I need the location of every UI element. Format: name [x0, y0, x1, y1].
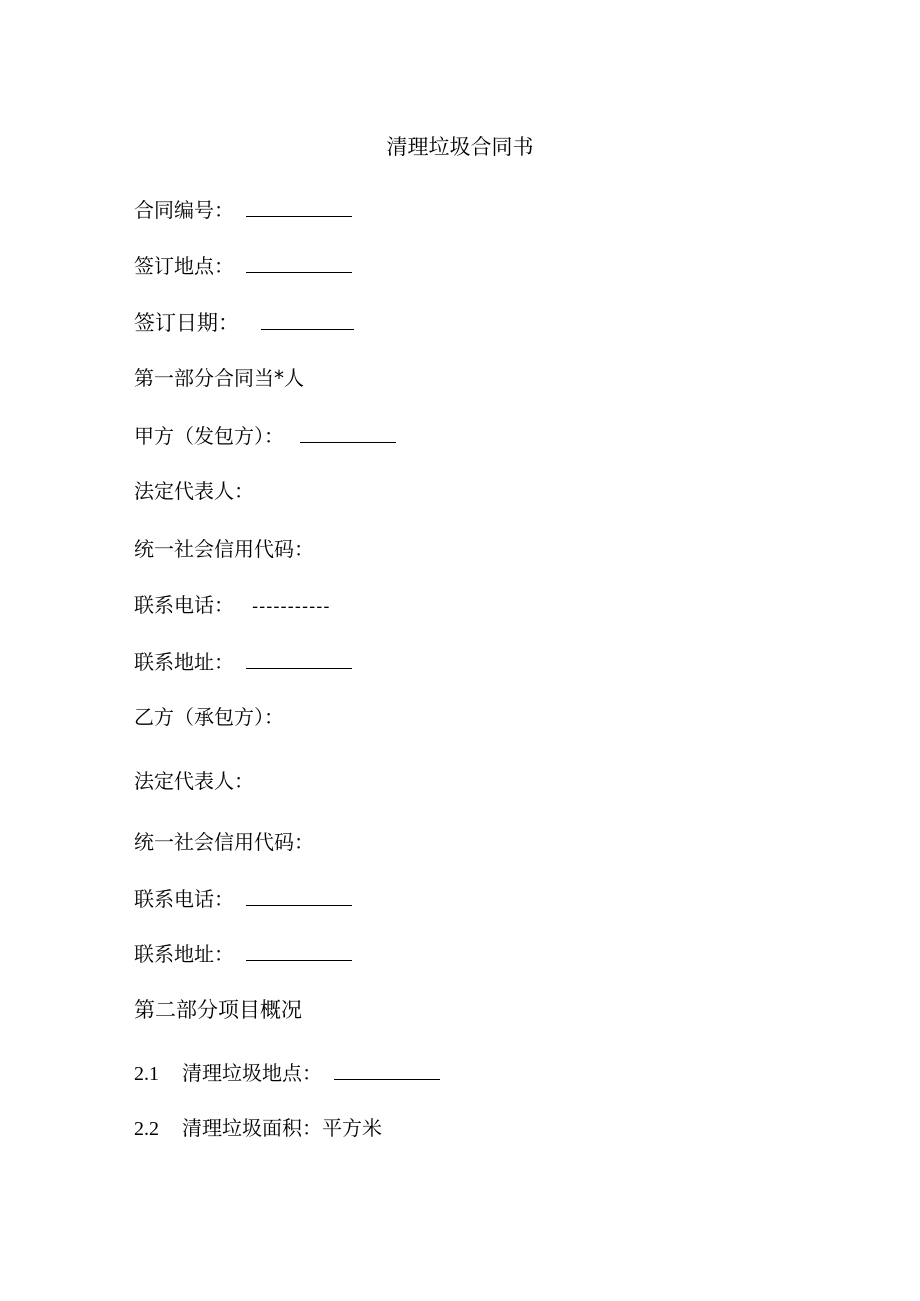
party-a-label: 甲方（发包方）：	[134, 424, 284, 448]
item-2-2-number: 2.2	[134, 1118, 159, 1140]
part2-heading: 第二部分项目概况	[134, 998, 302, 1022]
item-2-1-blank[interactable]	[334, 1057, 440, 1080]
sign-place-row	[134, 250, 352, 281]
party-a-address-blank[interactable]	[246, 646, 352, 669]
item-2-1-row	[134, 1057, 440, 1089]
document-title: 清理垃圾合同书	[386, 135, 534, 159]
party-b-phone-blank[interactable]	[246, 883, 352, 906]
party-a-phone-label: 联系电话：	[134, 593, 234, 617]
party-a-credit-code: 统一社会信用代码：	[134, 537, 314, 561]
sign-place-label: 签订地点：	[134, 254, 234, 278]
party-a-row	[134, 420, 396, 451]
contract-number-blank[interactable]	[246, 194, 352, 217]
party-b-phone-label: 联系电话：	[134, 887, 234, 911]
party-b-rep: 法定代表人：	[134, 769, 254, 793]
contract-number-row	[134, 194, 352, 225]
item-2-1-text: 清理垃圾地点：	[182, 1061, 322, 1085]
contract-number-label: 合同编号：	[134, 198, 234, 222]
party-b-address-row	[134, 938, 352, 969]
item-2-2-row	[134, 1113, 382, 1144]
party-a-phone-row	[134, 590, 330, 622]
part1-heading: 第一部分合同当*人	[134, 366, 304, 390]
party-a-address-row	[134, 646, 352, 677]
sign-place-blank[interactable]	[246, 250, 352, 273]
party-b-credit-code: 统一社会信用代码：	[134, 830, 314, 854]
party-b-address-blank[interactable]	[246, 938, 352, 961]
party-a-rep: 法定代表人：	[134, 479, 254, 503]
item-2-1-number: 2.1	[134, 1063, 159, 1085]
sign-date-blank[interactable]	[261, 307, 354, 330]
party-b-address-label: 联系地址：	[134, 942, 234, 966]
sign-date-row	[134, 307, 354, 338]
item-2-2-text: 清理垃圾面积：平方米	[182, 1116, 382, 1140]
party-a-address-label: 联系地址：	[134, 650, 234, 674]
party-b-phone-row	[134, 883, 352, 914]
party-a-phone-dashes[interactable]: -----------	[252, 597, 331, 617]
party-a-blank[interactable]	[300, 420, 396, 443]
sign-date-label: 签订日期：	[134, 311, 239, 335]
party-b-label: 乙方（承包方）：	[134, 705, 284, 729]
